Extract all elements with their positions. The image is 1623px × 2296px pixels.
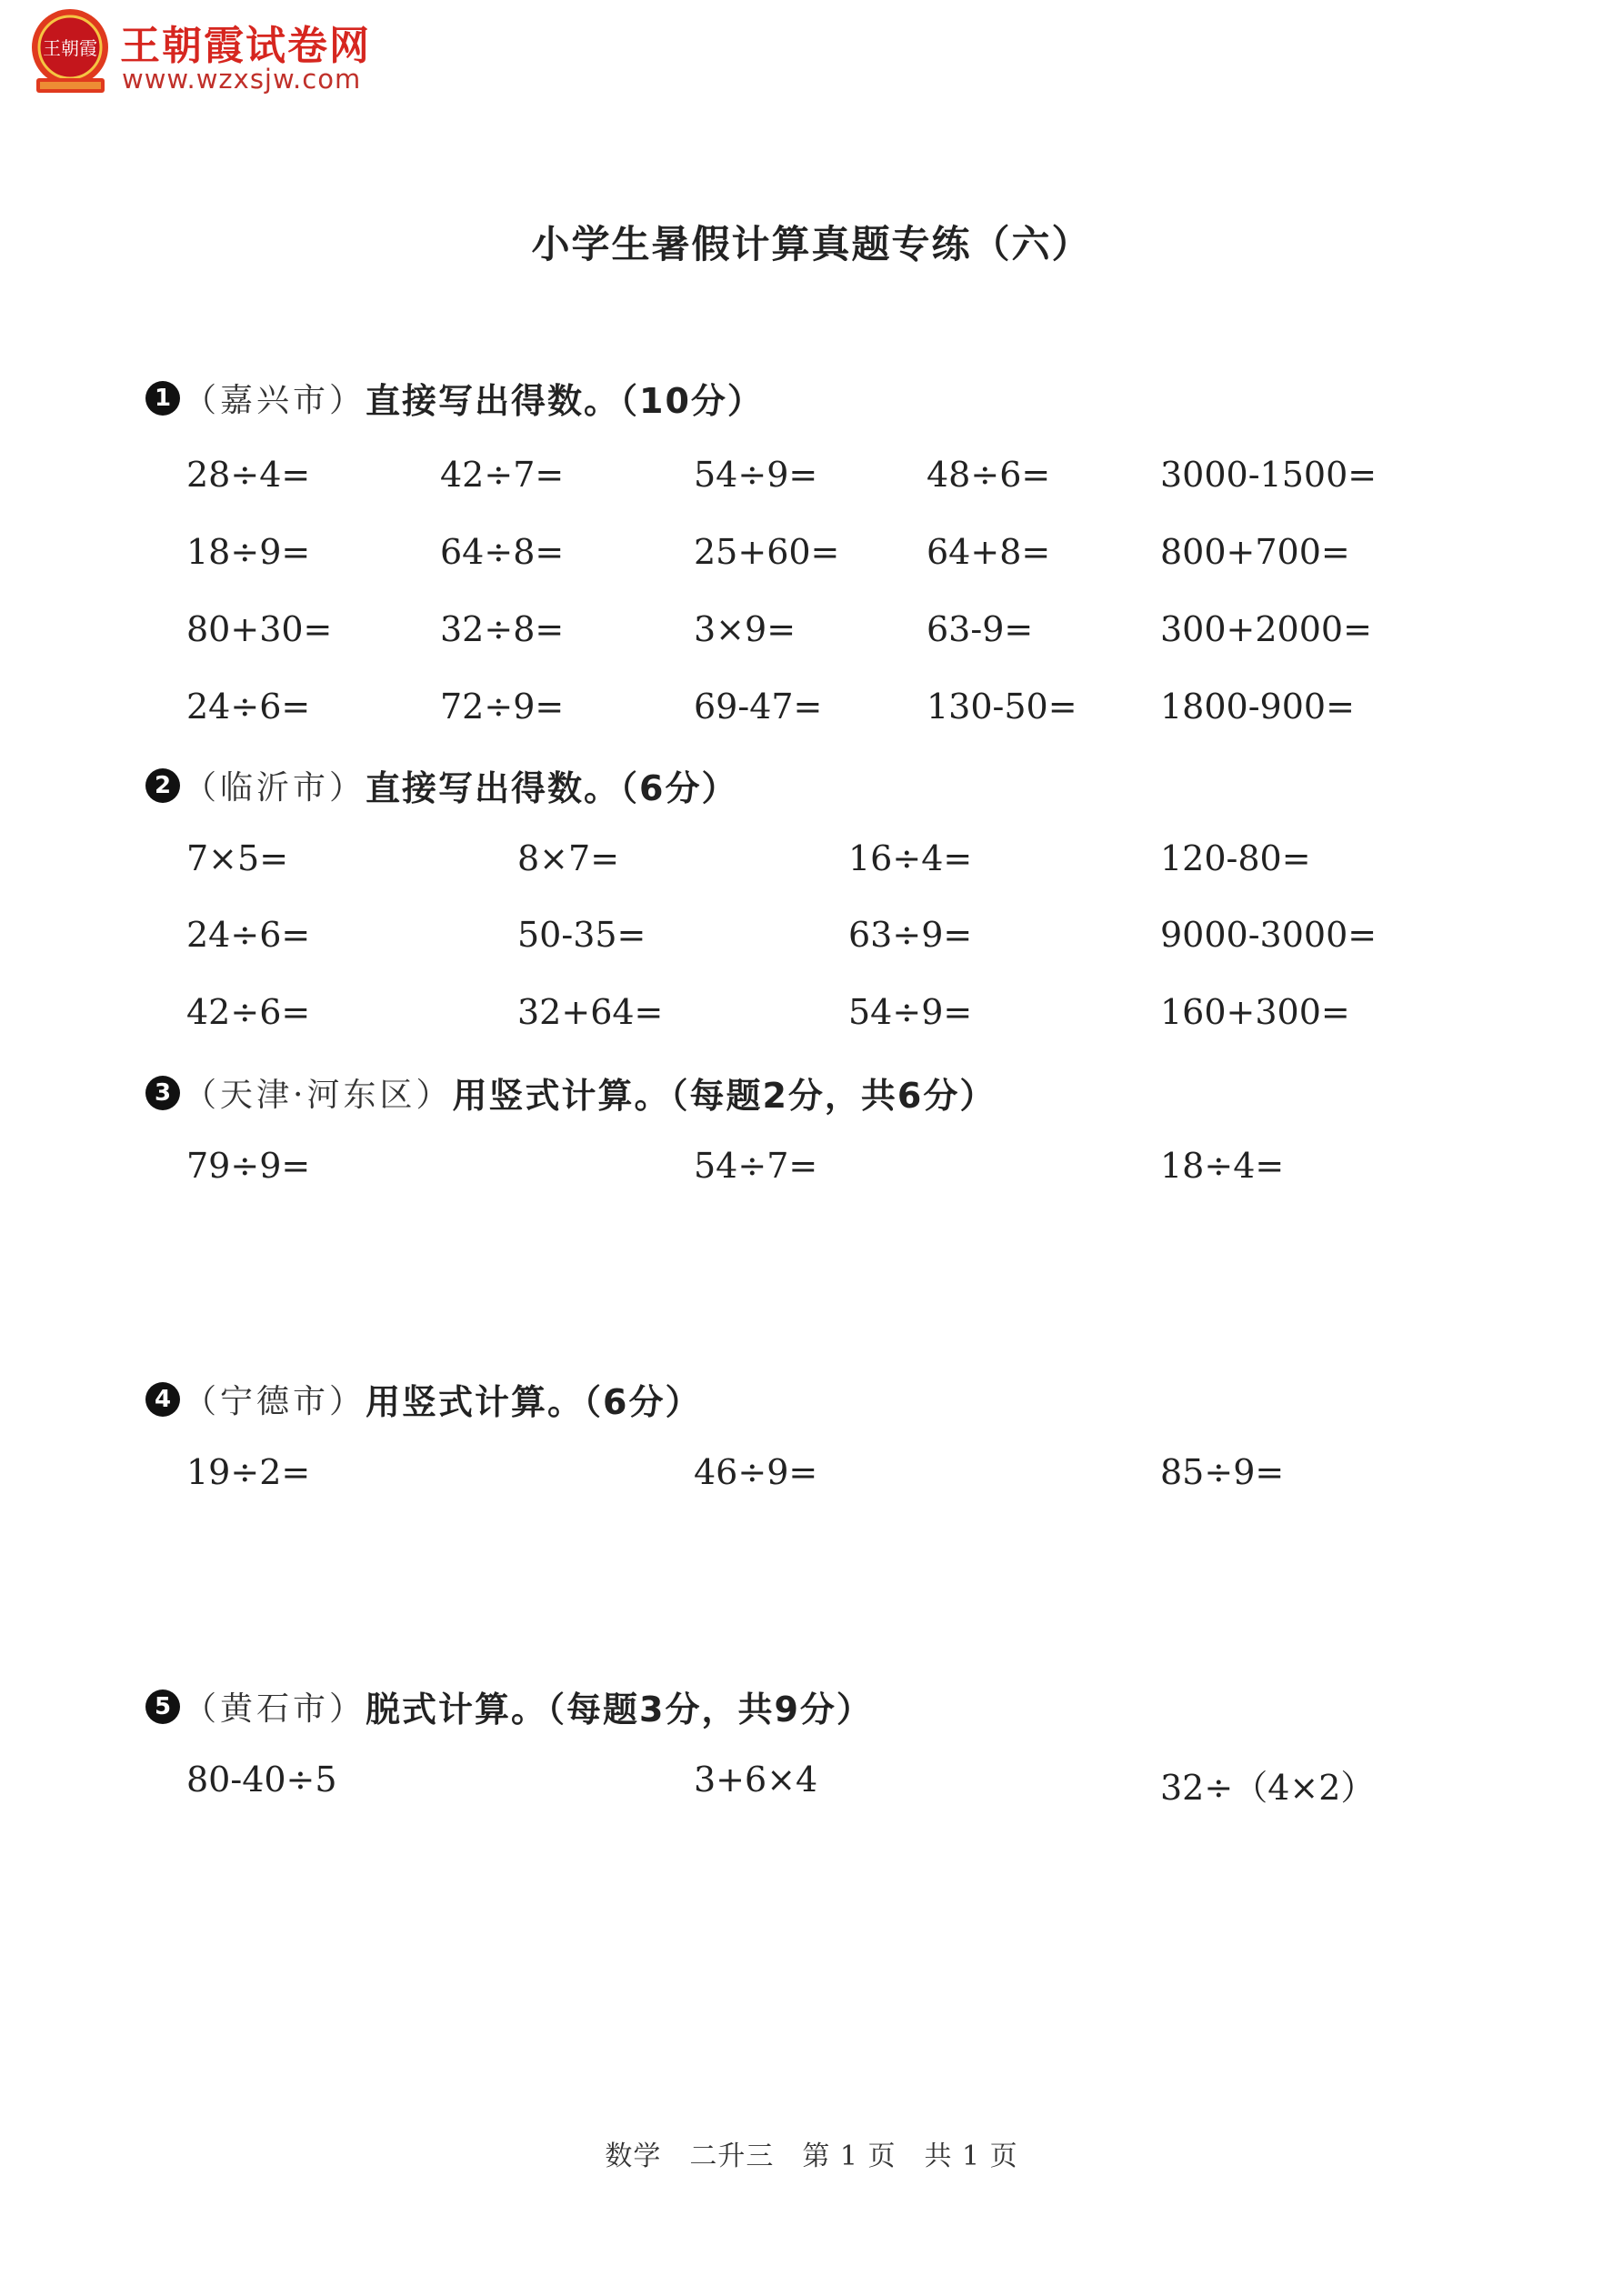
problem: 63-9= — [927, 609, 1034, 649]
problem: 24÷6= — [186, 687, 311, 727]
problem: 18÷9= — [186, 532, 311, 572]
section-instruction: 脱式计算。（每题3分，共9分） — [366, 1689, 873, 1730]
section-number-badge: 5 — [145, 1689, 180, 1724]
problem: 3000-1500= — [1160, 455, 1378, 495]
section-2-heading — [145, 760, 737, 807]
problem: 85÷9= — [1160, 1452, 1285, 1492]
problem: 9000-3000= — [1160, 915, 1378, 955]
problem: 64÷8= — [440, 532, 565, 572]
problem: 18÷4= — [1160, 1146, 1285, 1186]
section-number-badge: 2 — [145, 768, 180, 803]
problem: 8×7= — [517, 838, 620, 878]
problem: 32÷8= — [440, 609, 565, 649]
problem: 160+300= — [1160, 992, 1350, 1032]
section-instruction: 直接写出得数。（6分） — [366, 768, 738, 808]
problem: 42÷7= — [440, 455, 565, 495]
problem: 42÷6= — [186, 992, 311, 1032]
problem: 3+6×4 — [694, 1760, 818, 1800]
page-title: 小学生暑假计算真题专练（六） — [531, 222, 1092, 266]
brand-name: 王朝霞试卷网 — [120, 23, 371, 69]
section-1-heading — [145, 373, 764, 420]
section-4-heading — [145, 1374, 701, 1421]
problem: 63÷9= — [848, 915, 973, 955]
problem: 32÷（4×2） — [1160, 1768, 1376, 1808]
problem: 54÷9= — [848, 992, 973, 1032]
problem: 46÷9= — [694, 1452, 818, 1492]
problem: 120-80= — [1160, 838, 1311, 878]
problem: 28÷4= — [186, 455, 311, 495]
problem: 80-40÷5 — [186, 1760, 337, 1800]
problem: 54÷7= — [694, 1146, 818, 1186]
section-region: （天津·河东区） — [184, 1077, 453, 1114]
problem: 32+64= — [517, 992, 664, 1032]
problem: 25+60= — [694, 532, 840, 572]
problem: 64+8= — [927, 532, 1051, 572]
problem: 800+700= — [1160, 532, 1350, 572]
page-footer: 数学 二升三 第 1 页 共 1 页 — [605, 2141, 1018, 2172]
problem: 7×5= — [186, 838, 289, 878]
section-instruction: 用竖式计算。（6分） — [366, 1382, 702, 1422]
problem: 80+30= — [186, 609, 333, 649]
problem: 19÷2= — [186, 1452, 311, 1492]
problem: 300+2000= — [1160, 609, 1372, 649]
brand-url: www.wzxsjw.com — [122, 64, 362, 95]
problem: 50-35= — [517, 915, 646, 955]
problem: 16÷4= — [848, 838, 973, 878]
section-number-badge: 1 — [145, 381, 180, 416]
brand-logo-icon — [27, 7, 114, 98]
problem: 3×9= — [694, 609, 796, 649]
section-instruction: 直接写出得数。（10分） — [366, 381, 764, 421]
section-3-heading — [145, 1068, 996, 1115]
section-number-badge: 4 — [145, 1382, 180, 1417]
problem: 48÷6= — [927, 455, 1051, 495]
logo-lettering: 王朝霞 — [43, 37, 97, 59]
problem: 130-50= — [927, 687, 1077, 727]
problem: 79÷9= — [186, 1146, 311, 1186]
section-region: （嘉兴市） — [184, 382, 366, 419]
section-instruction: 用竖式计算。（每题2分，共6分） — [452, 1076, 997, 1116]
section-number-badge: 3 — [145, 1076, 180, 1110]
problem: 69-47= — [694, 687, 823, 727]
section-region: （黄石市） — [184, 1690, 366, 1728]
section-region: （宁德市） — [184, 1383, 366, 1420]
section-5-heading — [145, 1681, 873, 1729]
problem: 54÷9= — [694, 455, 818, 495]
problem: 1800-900= — [1160, 687, 1355, 727]
problem: 72÷9= — [440, 687, 565, 727]
section-region: （临沂市） — [184, 769, 366, 807]
problem: 24÷6= — [186, 915, 311, 955]
